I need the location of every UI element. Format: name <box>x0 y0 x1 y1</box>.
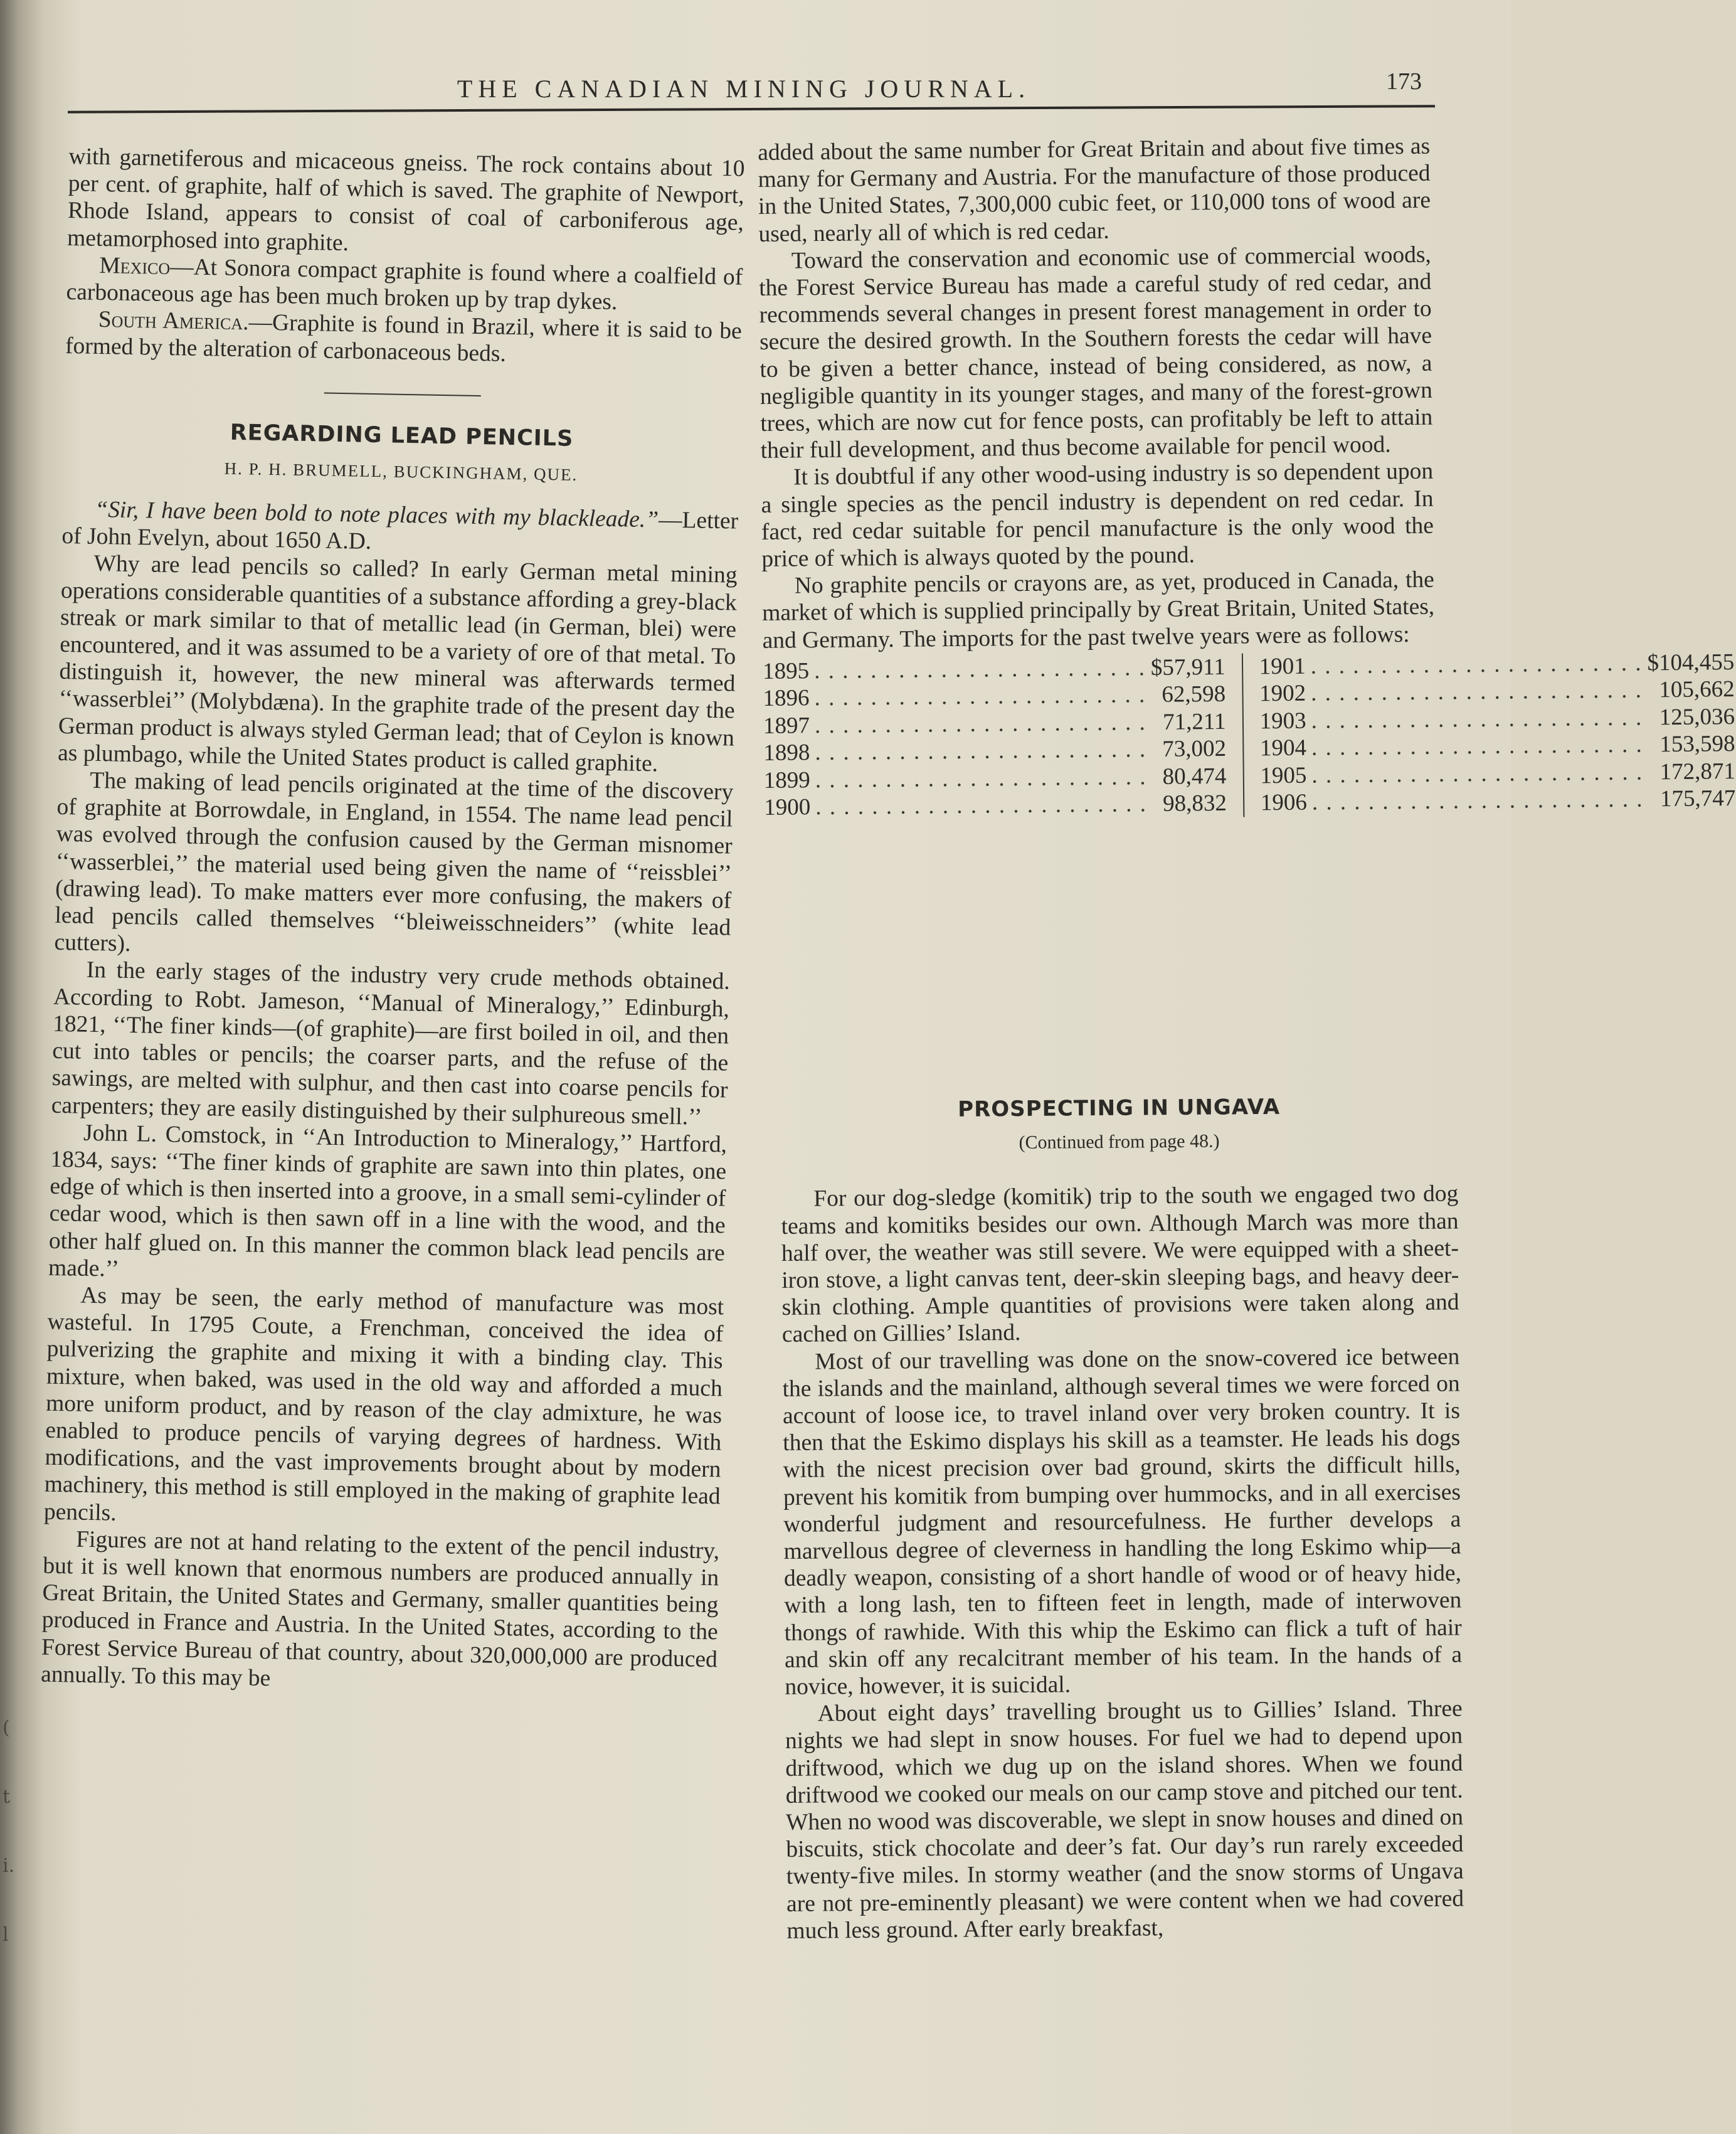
imports-year: 1906 <box>1260 790 1308 816</box>
imports-row <box>1259 676 1735 708</box>
article-paragraph: John L. Comstock, in ‘‘An Introduction to Mineralogy,’’ Hartford, 1834, says: ‘‘The finer kinds of graphite are sawn into thin plates, one edge of which is then inserted into a groove, in a small semi-cylinder of cedar wood, which is then sawn off in a line with the wood, and the other half glued on. In this manner the common black lead pencils are made.’’ <box>48 1120 728 1282</box>
article-paragraph: It is doubtful if any other wood-using industry is so dependent upon a single species as the pencil industry is dependent on red cedar. In fact, red cedar suitable for pencil manufacture is the only wood the price of which is always quoted by the pound. <box>761 459 1434 573</box>
imports-row <box>763 681 1225 713</box>
article-paragraph: Why are lead pencils so called? In early German metal mining operations considerable quantities of a substance affording a grey-black streak or mark similar to that of metallic lead (in German, blei) were encountered, and it was assumed to be a variety of ore of that metal. To distinguish it, however, the new mineral was afterwards termed ‘‘wasserblei’’ (Molybdæna). In the graphite trade of the present day the German product is always styled German lead; that of Ceylon is known as plumbago, while the United States product is called graphite. <box>57 551 738 777</box>
leader-dots <box>815 763 1158 794</box>
imports-row <box>1259 703 1735 735</box>
imports-year: 1900 <box>764 794 811 821</box>
gutter-mark: t <box>3 1786 11 1808</box>
article-paragraph: Toward the conservation and economic use of commercial woods, the Forest Service Bureau has made a careful study of red cedar, and recommends several changes in present forest management in order to secure the desired growth. In the Southern forests the cedar will have to be given a better chance, instead of being considered, as now, a negligible quantity in its younger stages, and many of the forest-grown trees, which are now cut for fence posts, can profitably be left to attain their full development, and thus become available for pencil wood. <box>759 242 1433 464</box>
imports-table <box>762 649 1736 822</box>
ungava-title: PROSPECTING IN UNGAVA <box>958 1094 1281 1122</box>
mexico-label: Mexico <box>99 252 171 280</box>
intro-paragraph: with garnetiferous and micaceous gneiss. The rock contains about 10 per cent. of graphite, half of which is saved. The graphite of Newport, Rhode Island, appears to consist of coal of carboniferous age, metamorphosed into graphite. <box>66 143 745 256</box>
imports-divider <box>1242 653 1245 817</box>
article-paragraph: Figures are not at hand relating to the extent of the pencil industry, but it is well known that enormous numbers are produced annually in Great Britain, the United States and Germany, smaller quantities being produced in France and Austria. In the United States, according to the Forest Service Bureau of that country, about 320,000,000 are produced annually. To this may be <box>40 1526 720 1692</box>
article-paragraph: No graphite pencils or crayons are, as yet, produced in Canada, the market of which is supplied principally by Great Britain, United States, and Germany. The imports for the past twelve years were as follows: <box>762 566 1435 654</box>
imports-left-block <box>763 654 1227 822</box>
imports-row <box>763 708 1226 740</box>
leader-dots <box>1311 731 1655 762</box>
imports-value: 125,036 <box>1659 703 1735 731</box>
leader-dots <box>1311 649 1643 680</box>
south-america-label: South America. <box>98 307 249 336</box>
imports-year: 1895 <box>762 658 810 684</box>
epigraph-quote: “Sir, I have been bold to note places with my blackleade.” <box>94 496 659 533</box>
imports-row <box>763 735 1226 767</box>
imports-value: $57,911 <box>1150 654 1225 681</box>
imports-value: 62,598 <box>1162 681 1226 708</box>
leader-dots <box>815 709 1158 740</box>
right-column <box>758 133 1736 822</box>
imports-value: 98,832 <box>1162 790 1227 817</box>
article-paragraph: As may be seen, the early method of manufacture was most wasteful. In 1795 Coute, a Frenchman, conceived the idea of pulverizing the graphite and mixing it with a binding clay. This mixture, when baked, was used in the old way and afforded a much more uniform product, and by reason of the clay admixture, he was enabled to produce pencils of varying degrees of hardness. With modifications, and the vast improvements brought about by modern machinery, this method is still employed in the making of graphite lead pencils. <box>43 1282 724 1526</box>
imports-right-block <box>1259 649 1736 817</box>
leader-dots <box>814 654 1146 685</box>
article-paragraph: The making of lead pencils originated at the time of the discovery of graphite at Borrowdale, in England, in 1554. The name lead pencil was evolved through the confusion caused by the German misnomer ‘‘wasserblei,’’ the material used being given the name of ‘‘reissblei’’ (drawing lead). To make matters ever more confusing, the makers of lead pencils called themselves ‘‘bleiweisschneiders’’ (white lead cutters). <box>54 767 734 957</box>
imports-row <box>1260 730 1735 762</box>
imports-value: 73,002 <box>1162 736 1227 763</box>
leader-dots <box>1311 704 1654 735</box>
imports-year: 1896 <box>763 685 810 712</box>
imports-year: 1899 <box>763 767 811 794</box>
leader-dots <box>814 681 1156 712</box>
leader-dots <box>815 736 1157 767</box>
imports-value: 172,871 <box>1659 758 1736 785</box>
leader-dots <box>1312 786 1656 817</box>
imports-year: 1904 <box>1259 735 1307 762</box>
epigraph-source: —Letter of John Evelyn, about 1650 A.D. <box>61 507 739 555</box>
imports-row <box>1260 758 1735 790</box>
imports-value: $104,455 <box>1647 649 1735 676</box>
south-america-text: —Graphite is found in Brazil, where it is said to be formed by the alteration of carbonaceous beds. <box>65 309 743 368</box>
left-column <box>41 143 745 1700</box>
imports-row <box>763 654 1225 686</box>
imports-year: 1898 <box>763 740 810 767</box>
imports-year: 1901 <box>1259 653 1306 680</box>
section-divider <box>324 392 481 396</box>
leader-dots <box>1311 758 1655 789</box>
imports-year: 1903 <box>1259 708 1306 735</box>
continued-paragraph: added about the same number for Great Britain and about five times as many for Germany and Austria. For the manufacture of those produced in the United States, 7,300,000 cubic feet, or 110,000 tons of wood are used, nearly all of which is red cedar. <box>758 133 1431 247</box>
article-byline: H. P. H. BRUMELL, BUCKINGHAM, QUE. <box>224 459 578 484</box>
gutter-mark: i. <box>3 1855 15 1877</box>
imports-value: 80,474 <box>1162 763 1227 790</box>
imports-row <box>1261 785 1736 817</box>
imports-row <box>764 790 1227 822</box>
running-head: THE CANADIAN MINING JOURNAL. <box>457 75 1031 103</box>
imports-year: 1905 <box>1260 762 1307 789</box>
south-america-paragraph <box>65 305 742 372</box>
imports-value: 71,211 <box>1163 708 1226 735</box>
imports-row <box>1259 649 1735 681</box>
page-number: 173 <box>1386 68 1422 95</box>
ungava-continued-note: (Continued from page 48.) <box>1019 1130 1220 1154</box>
article-paragraph: Most of our travelling was done on the snow-covered ice between the islands and the mainland, although several times we were forced on account of loose ice, to travel inland over very broken country. It is then that the Eskimo displays his skill as a teamster. He leads his dogs with the nicest precision over bad ground, skirts the difficult hills, prevent his komitik from bumping over hummocks, and in all exercises wonderful judgment and resourcefulness. He further develops a marvellous degree of cleverness in handling the long Eskimo whip—a deadly weapon, consisting of a short handle of wood or of heavy hide, with a long lash, ten to fifteen feet in length, made of interwoven thongs of rawhide. With this whip the Eskimo can flick a tuft of hair and skin off any recalcitrant member of his team. In the hands of a novice, however, it is suicidal. <box>782 1344 1463 1701</box>
gutter-mark: l <box>3 1924 9 1946</box>
leader-dots <box>1311 677 1654 708</box>
article-paragraph: For our dog-sledge (komitik) trip to the south we engaged two dog teams and komitiks besides our own. Although March was more than half over, the weather was still severe. We were equipped with a sheet-iron stove, a light canvas tent, deer-skin sleeping bags, and heavy deer-skin clothing. Ample quantities of provisions were taken along and cached on Gillies’ Island. <box>781 1181 1459 1348</box>
imports-year: 1897 <box>763 713 810 739</box>
gutter-marks <box>3 1694 15 1970</box>
mexico-text: —At Sonora compact graphite is found where a coalfield of carbonaceous age has been much broken up by trap dykes. <box>66 253 743 316</box>
imports-row <box>764 763 1227 795</box>
article-paragraph: In the early stages of the industry very crude methods obtained. According to Robt. Jameson, ‘‘Manual of Mineralogy,’’ Edinburgh, 1821, ‘‘The finer kinds—(of graphite)—are first boiled in oil, and then cut into tables or pencils; the coarser parts, and the refuse of the sawings, are melted with sulphur, and then cast into coarse pencils for carpenters; they are easily distinguished by their sulphureous smell.’’ <box>51 957 731 1130</box>
article-title: REGARDING LEAD PENCILS <box>230 420 574 452</box>
gutter-mark: ( <box>3 1717 10 1739</box>
imports-year: 1902 <box>1259 681 1306 707</box>
header-rule <box>68 105 1435 114</box>
imports-value: 105,662 <box>1659 676 1735 703</box>
imports-value: 153,598 <box>1659 731 1735 758</box>
imports-value: 175,747 <box>1659 785 1736 812</box>
leader-dots <box>815 790 1158 821</box>
article-paragraph: About eight days’ travelling brought us to Gillies’ Island. Three nights we had slept in snow houses. For fuel we had to depend upon driftwood, which we dug up on the island shores. When we found driftwood we cooked our meals on our camp stove and pitched our tent. When no wood was discoverable, we slept in snow houses and dined on biscuits, stick chocolate and deer’s fat. Our day’s run rarely exceeded twenty-five miles. In stormy weather (and the snow storms of Ungava are not pre-eminently pleasant) we were content when we had covered much less ground. After early breakfast, <box>785 1696 1464 1944</box>
ungava-article <box>780 1093 1464 1945</box>
